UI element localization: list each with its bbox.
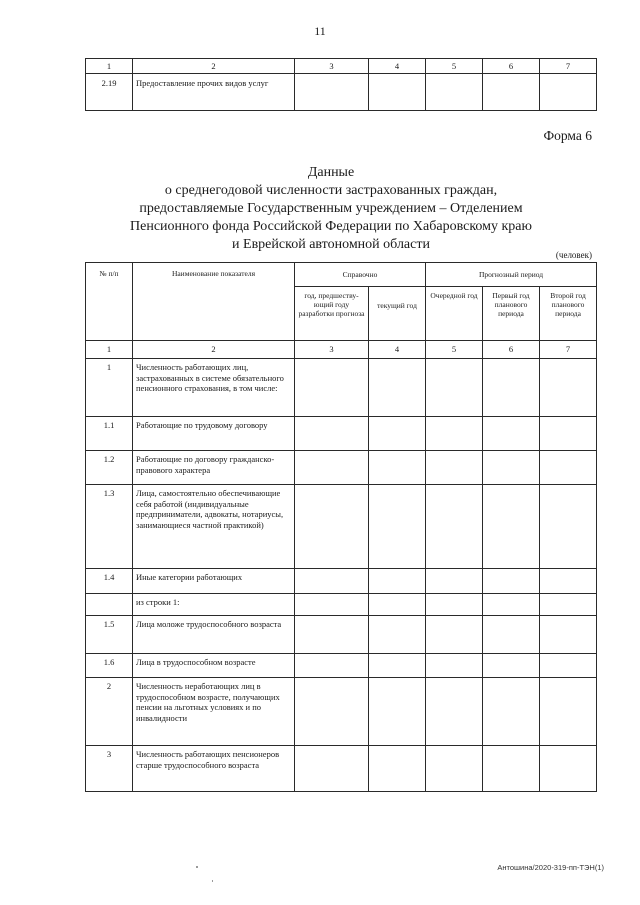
- unit-label: (человек): [555, 250, 592, 260]
- table-row: [86, 74, 597, 111]
- value-cell: [295, 746, 369, 792]
- value-cell: [295, 359, 369, 417]
- row-label: Иные категории работающих: [133, 569, 295, 594]
- col-number-cell: 1: [86, 59, 133, 74]
- row-number: 1.5: [86, 616, 133, 654]
- document-title: [96, 164, 566, 254]
- value-cell: [369, 654, 426, 678]
- row-number: 1.1: [86, 417, 133, 451]
- table-row: [86, 746, 597, 792]
- header-row: [86, 263, 597, 287]
- value-cell: [483, 616, 540, 654]
- value-cell: [369, 74, 426, 111]
- header-second-plan-year: Второй год планового периода: [540, 287, 597, 341]
- value-cell: [540, 594, 597, 616]
- value-cell: [540, 485, 597, 569]
- title-line: Данные: [307, 165, 355, 180]
- value-cell: [483, 594, 540, 616]
- col-number-cell: 7: [540, 341, 597, 359]
- title-line: о среднегодовой численности застрахованных граждан,: [164, 183, 498, 198]
- value-cell: [483, 654, 540, 678]
- value-cell: [295, 417, 369, 451]
- value-cell: [369, 678, 426, 746]
- title-line: и Еврейской автономной области: [232, 237, 430, 252]
- value-cell: [483, 746, 540, 792]
- col-number-cell: 5: [426, 59, 483, 74]
- value-cell: [426, 359, 483, 417]
- value-cell: [295, 569, 369, 594]
- col-number-cell: 1: [86, 341, 133, 359]
- header-num: № п/п: [86, 263, 133, 341]
- scan-speck: [212, 880, 213, 882]
- table-row: [86, 654, 597, 678]
- value-cell: [540, 569, 597, 594]
- column-number-row: [86, 341, 597, 359]
- value-cell: [369, 417, 426, 451]
- row-label: Работающие по трудовому договору: [133, 417, 295, 451]
- value-cell: [540, 616, 597, 654]
- table-row: [86, 678, 597, 746]
- value-cell: [540, 746, 597, 792]
- row-number: 3: [86, 746, 133, 792]
- table-row: [86, 569, 597, 594]
- row-label: Лица, самостоятельно обеспечивающие себя работой (индивидуальные предприниматели, адвокаты, нотариусы, занимающиеся частной практикой): [133, 485, 295, 569]
- col-number-cell: 6: [483, 59, 540, 74]
- value-cell: [369, 451, 426, 485]
- column-number-row: [86, 59, 597, 74]
- header-current-year: текущий год: [369, 287, 426, 341]
- value-cell: [540, 678, 597, 746]
- table-row: [86, 359, 597, 417]
- value-cell: [369, 594, 426, 616]
- value-cell: [295, 485, 369, 569]
- col-number-cell: 5: [426, 341, 483, 359]
- row-label: Лица моложе трудоспособного возраста: [133, 616, 295, 654]
- value-cell: [483, 485, 540, 569]
- value-cell: [540, 654, 597, 678]
- col-number-cell: 6: [483, 341, 540, 359]
- insured-population-table: [85, 262, 597, 792]
- form-label: Форма 6: [543, 128, 592, 143]
- scan-speck: [196, 866, 198, 868]
- row-number: 2.19: [86, 74, 133, 111]
- value-cell: [540, 74, 597, 111]
- col-number-cell: 4: [369, 341, 426, 359]
- value-cell: [426, 569, 483, 594]
- value-cell: [295, 678, 369, 746]
- value-cell: [540, 359, 597, 417]
- value-cell: [295, 74, 369, 111]
- row-number: 1.4: [86, 569, 133, 594]
- row-label: Работающие по договору гражданско-правового характера: [133, 451, 295, 485]
- value-cell: [540, 451, 597, 485]
- continuation-table: [85, 58, 597, 111]
- row-label: Численность работающих пенсионеров старше трудоспособного возраста: [133, 746, 295, 792]
- value-cell: [483, 359, 540, 417]
- value-cell: [369, 569, 426, 594]
- value-cell: [426, 485, 483, 569]
- row-label: Численность работающих лиц, застрахованных в системе обязательного пенсионного страхования, в том числе:: [133, 359, 295, 417]
- header-prev-year: год, предшеству- ющий году разработки прогноза: [295, 287, 369, 341]
- col-number-cell: 3: [295, 59, 369, 74]
- value-cell: [483, 417, 540, 451]
- value-cell: [295, 594, 369, 616]
- value-cell: [369, 746, 426, 792]
- value-cell: [426, 654, 483, 678]
- title-line: предоставляемые Государственным учреждением – Отделением: [139, 201, 523, 216]
- value-cell: [369, 359, 426, 417]
- col-number-cell: 4: [369, 59, 426, 74]
- value-cell: [426, 616, 483, 654]
- table-row: [86, 616, 597, 654]
- title-line: Пенсионного фонда Российской Федерации по Хабаровскому краю: [130, 219, 532, 234]
- col-number-cell: 7: [540, 59, 597, 74]
- value-cell: [426, 746, 483, 792]
- document-code: Антошина/2020-319-пп-ТЭН(1): [497, 863, 604, 872]
- value-cell: [426, 417, 483, 451]
- value-cell: [295, 654, 369, 678]
- table-row: [86, 451, 597, 485]
- col-number-cell: 2: [133, 59, 295, 74]
- header-forecast: Прогнозный период: [426, 263, 597, 287]
- value-cell: [295, 451, 369, 485]
- page-number: 11: [314, 24, 326, 38]
- value-cell: [369, 616, 426, 654]
- header-name: Наименование показателя: [133, 263, 295, 341]
- value-cell: [369, 485, 426, 569]
- value-cell: [483, 678, 540, 746]
- col-number-cell: 2: [133, 341, 295, 359]
- value-cell: [426, 451, 483, 485]
- row-number: 2: [86, 678, 133, 746]
- row-number: 1.6: [86, 654, 133, 678]
- value-cell: [426, 74, 483, 111]
- table-row: [86, 594, 597, 616]
- col-number-cell: 3: [295, 341, 369, 359]
- header-next-year: Очередной год: [426, 287, 483, 341]
- row-number: 1.2: [86, 451, 133, 485]
- table-row: [86, 485, 597, 569]
- value-cell: [483, 569, 540, 594]
- header-first-plan-year: Первый год планового периода: [483, 287, 540, 341]
- table-row: [86, 417, 597, 451]
- value-cell: [295, 616, 369, 654]
- row-label: Численность неработающих лиц в трудоспособном возрасте, получающих пенсии на льготных условиях и по инвалидности: [133, 678, 295, 746]
- row-label: Лица в трудоспособном возрасте: [133, 654, 295, 678]
- value-cell: [483, 74, 540, 111]
- row-label: из строки 1:: [133, 594, 295, 616]
- header-reference: Справочно: [295, 263, 426, 287]
- row-number: 1.3: [86, 485, 133, 569]
- value-cell: [483, 451, 540, 485]
- value-cell: [540, 417, 597, 451]
- row-label: Предоставление прочих видов услуг: [133, 74, 295, 111]
- value-cell: [426, 594, 483, 616]
- row-number: [86, 594, 133, 616]
- value-cell: [426, 678, 483, 746]
- row-number: 1: [86, 359, 133, 417]
